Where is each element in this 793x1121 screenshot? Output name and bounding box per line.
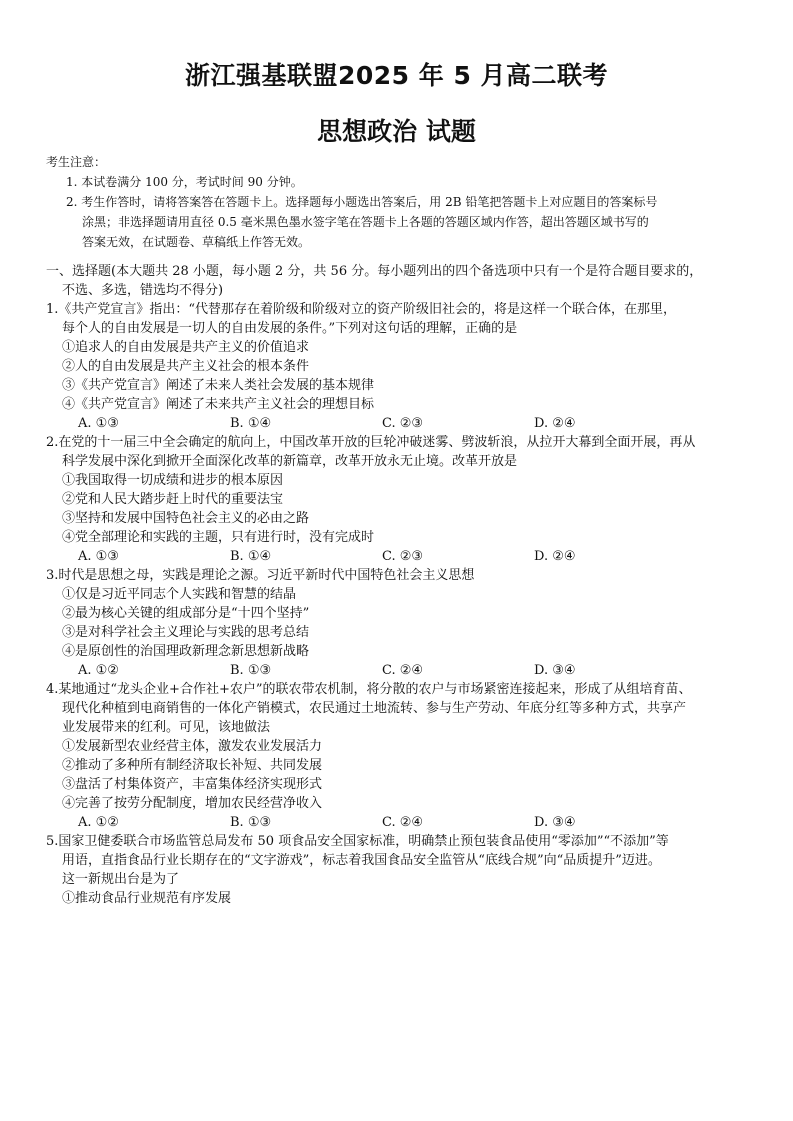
question-stem: 3.时代是思想之母，实践是理论之源。习近平新时代中国特色社会主义思想 [46,568,475,583]
notice-item: 1. 本试卷满分 100 分，考试时间 90 分钟。 [66,175,303,189]
question-option: ③盘活了村集体资产，丰富集体经济实现形式 [62,777,323,792]
question-option: ③是对科学社会主义理论与实践的思考总结 [62,625,310,640]
question-3 [46,566,756,680]
answer-choice: D. ②④ [534,549,576,564]
answer-choice: D. ②④ [534,416,576,431]
question-stem: 业发展带来的红利。可见，该地做法 [62,720,271,735]
question-option: ②推动了多种所有制经济取长补短、共同发展 [62,758,323,773]
section-heading: 一、选择题(本大题共 28 小题，每小题 2 分，共 56 分。每小题列出的四个备选项中只有一个是符合题目要求的， [46,264,703,279]
answer-choice: C. ②③ [382,549,424,564]
answer-choice: C. ②④ [382,815,424,830]
question-option: ④是原创性的治国理政新理念新思想新战略 [62,644,310,659]
answer-choice: A. ①② [78,663,119,678]
question-stem: 1.《共产党宣言》指出：“代替那存在着阶级和阶级对立的资产阶级旧社会的，将是这样一个联合体，在那里， [46,302,677,317]
answer-choices [46,813,756,832]
section-choice-questions [46,262,756,908]
question-stem: 4.某地通过“龙头企业+合作社+农户”的联农带农机制，将分散的农户与市场紧密连接起来，形成了从组培育苗、 [46,682,692,697]
answer-choice: C. ②③ [382,416,424,431]
notice-item-cont: 涂黑；非选择题请用直径 0.5 毫米黑色墨水签字笔在答题卡上各题的答题区域内作答，超出答题区域书写的 [82,215,649,229]
notice-heading: 考生注意： [46,155,107,169]
answer-choice: A. ①③ [78,416,119,431]
candidate-notice [46,152,756,252]
question-option: ②人的自由发展是共产主义社会的根本条件 [62,359,310,374]
answer-choice: B. ①③ [230,663,272,678]
question-option: ③坚持和发展中国特色社会主义的必由之路 [62,511,310,526]
question-option: ①推动食品行业规范有序发展 [62,891,232,906]
section-heading-cont: 不选、多选，错选均不得分) [62,283,224,298]
question-stem: 现代化种植到电商销售的一体化产销模式，农民通过土地流转、参与生产劳动、年底分红等多种方式，共享产 [62,701,687,716]
question-stem: 2.在党的十一届三中全会确定的航向上，中国改革开放的巨轮冲破迷雾、劈波斩浪，从拉开大幕到全面开展，再从 [46,435,696,450]
question-2 [46,433,756,566]
answer-choice: D. ③④ [534,815,576,830]
question-option: ②党和人民大踏步赶上时代的重要法宝 [62,492,284,507]
question-option: ④完善了按劳分配制度，增加农民经营净收入 [62,796,323,811]
question-option: ④党全部理论和实践的主题，只有进行时，没有完成时 [62,530,375,545]
answer-choice: B. ①④ [230,416,272,431]
question-5 [46,832,756,908]
question-4 [46,680,756,832]
question-stem: 这一新规出台是为了 [62,872,180,887]
notice-item-cont: 答案无效，在试题卷、草稿纸上作答无效。 [82,235,311,249]
question-option: ③《共产党宣言》阐述了未来人类社会发展的基本规律 [62,378,375,393]
question-list [46,300,756,908]
answer-choices [46,661,756,680]
question-1 [46,300,756,433]
question-option: ①我国取得一切成绩和进步的根本原因 [62,473,284,488]
answer-choice: B. ①④ [230,549,272,564]
answer-choice: C. ②④ [382,663,424,678]
question-option: ①追求人的自由发展是共产主义的价值追求 [62,340,310,355]
exam-title: 浙江强基联盟2025 年 5 月高二联考 [184,61,609,90]
question-stem: 科学发展中深化到掀开全面深化改革的新篇章，改革开放永无止境。改革开放是 [62,454,518,469]
question-stem: 5.国家卫健委联合市场监管总局发布 50 项食品安全国家标准，明确禁止预包装食品使用“零添加”“不添加”等 [46,834,669,849]
question-stem: 用语，直指食品行业长期存在的“文字游戏”，标志着我国食品安全监管从“底线合规”向“品质提升”迈进。 [62,853,661,868]
exam-subject: 思想政治 试题 [317,117,476,146]
question-stem: 每个人的自由发展是一切人的自由发展的条件。”下列对这句话的理解，正确的是 [62,321,518,336]
answer-choice: B. ①③ [230,815,272,830]
question-option: ④《共产党宣言》阐述了未来共产主义社会的理想目标 [62,397,375,412]
answer-choice: D. ③④ [534,663,576,678]
question-option: ①发展新型农业经营主体，激发农业发展活力 [62,739,323,754]
answer-choices [46,547,756,566]
answer-choice: A. ①② [78,815,119,830]
question-option: ②最为核心关键的组成部分是“十四个坚持” [62,606,310,621]
answer-choice: A. ①③ [78,549,119,564]
question-option: ①仅是习近平同志个人实践和智慧的结晶 [62,587,297,602]
answer-choices [46,414,756,433]
notice-item: 2. 考生作答时，请将答案答在答题卡上。选择题每小题选出答案后，用 2B 铅笔把答题卡上对应题目的答案标号 [66,195,658,209]
